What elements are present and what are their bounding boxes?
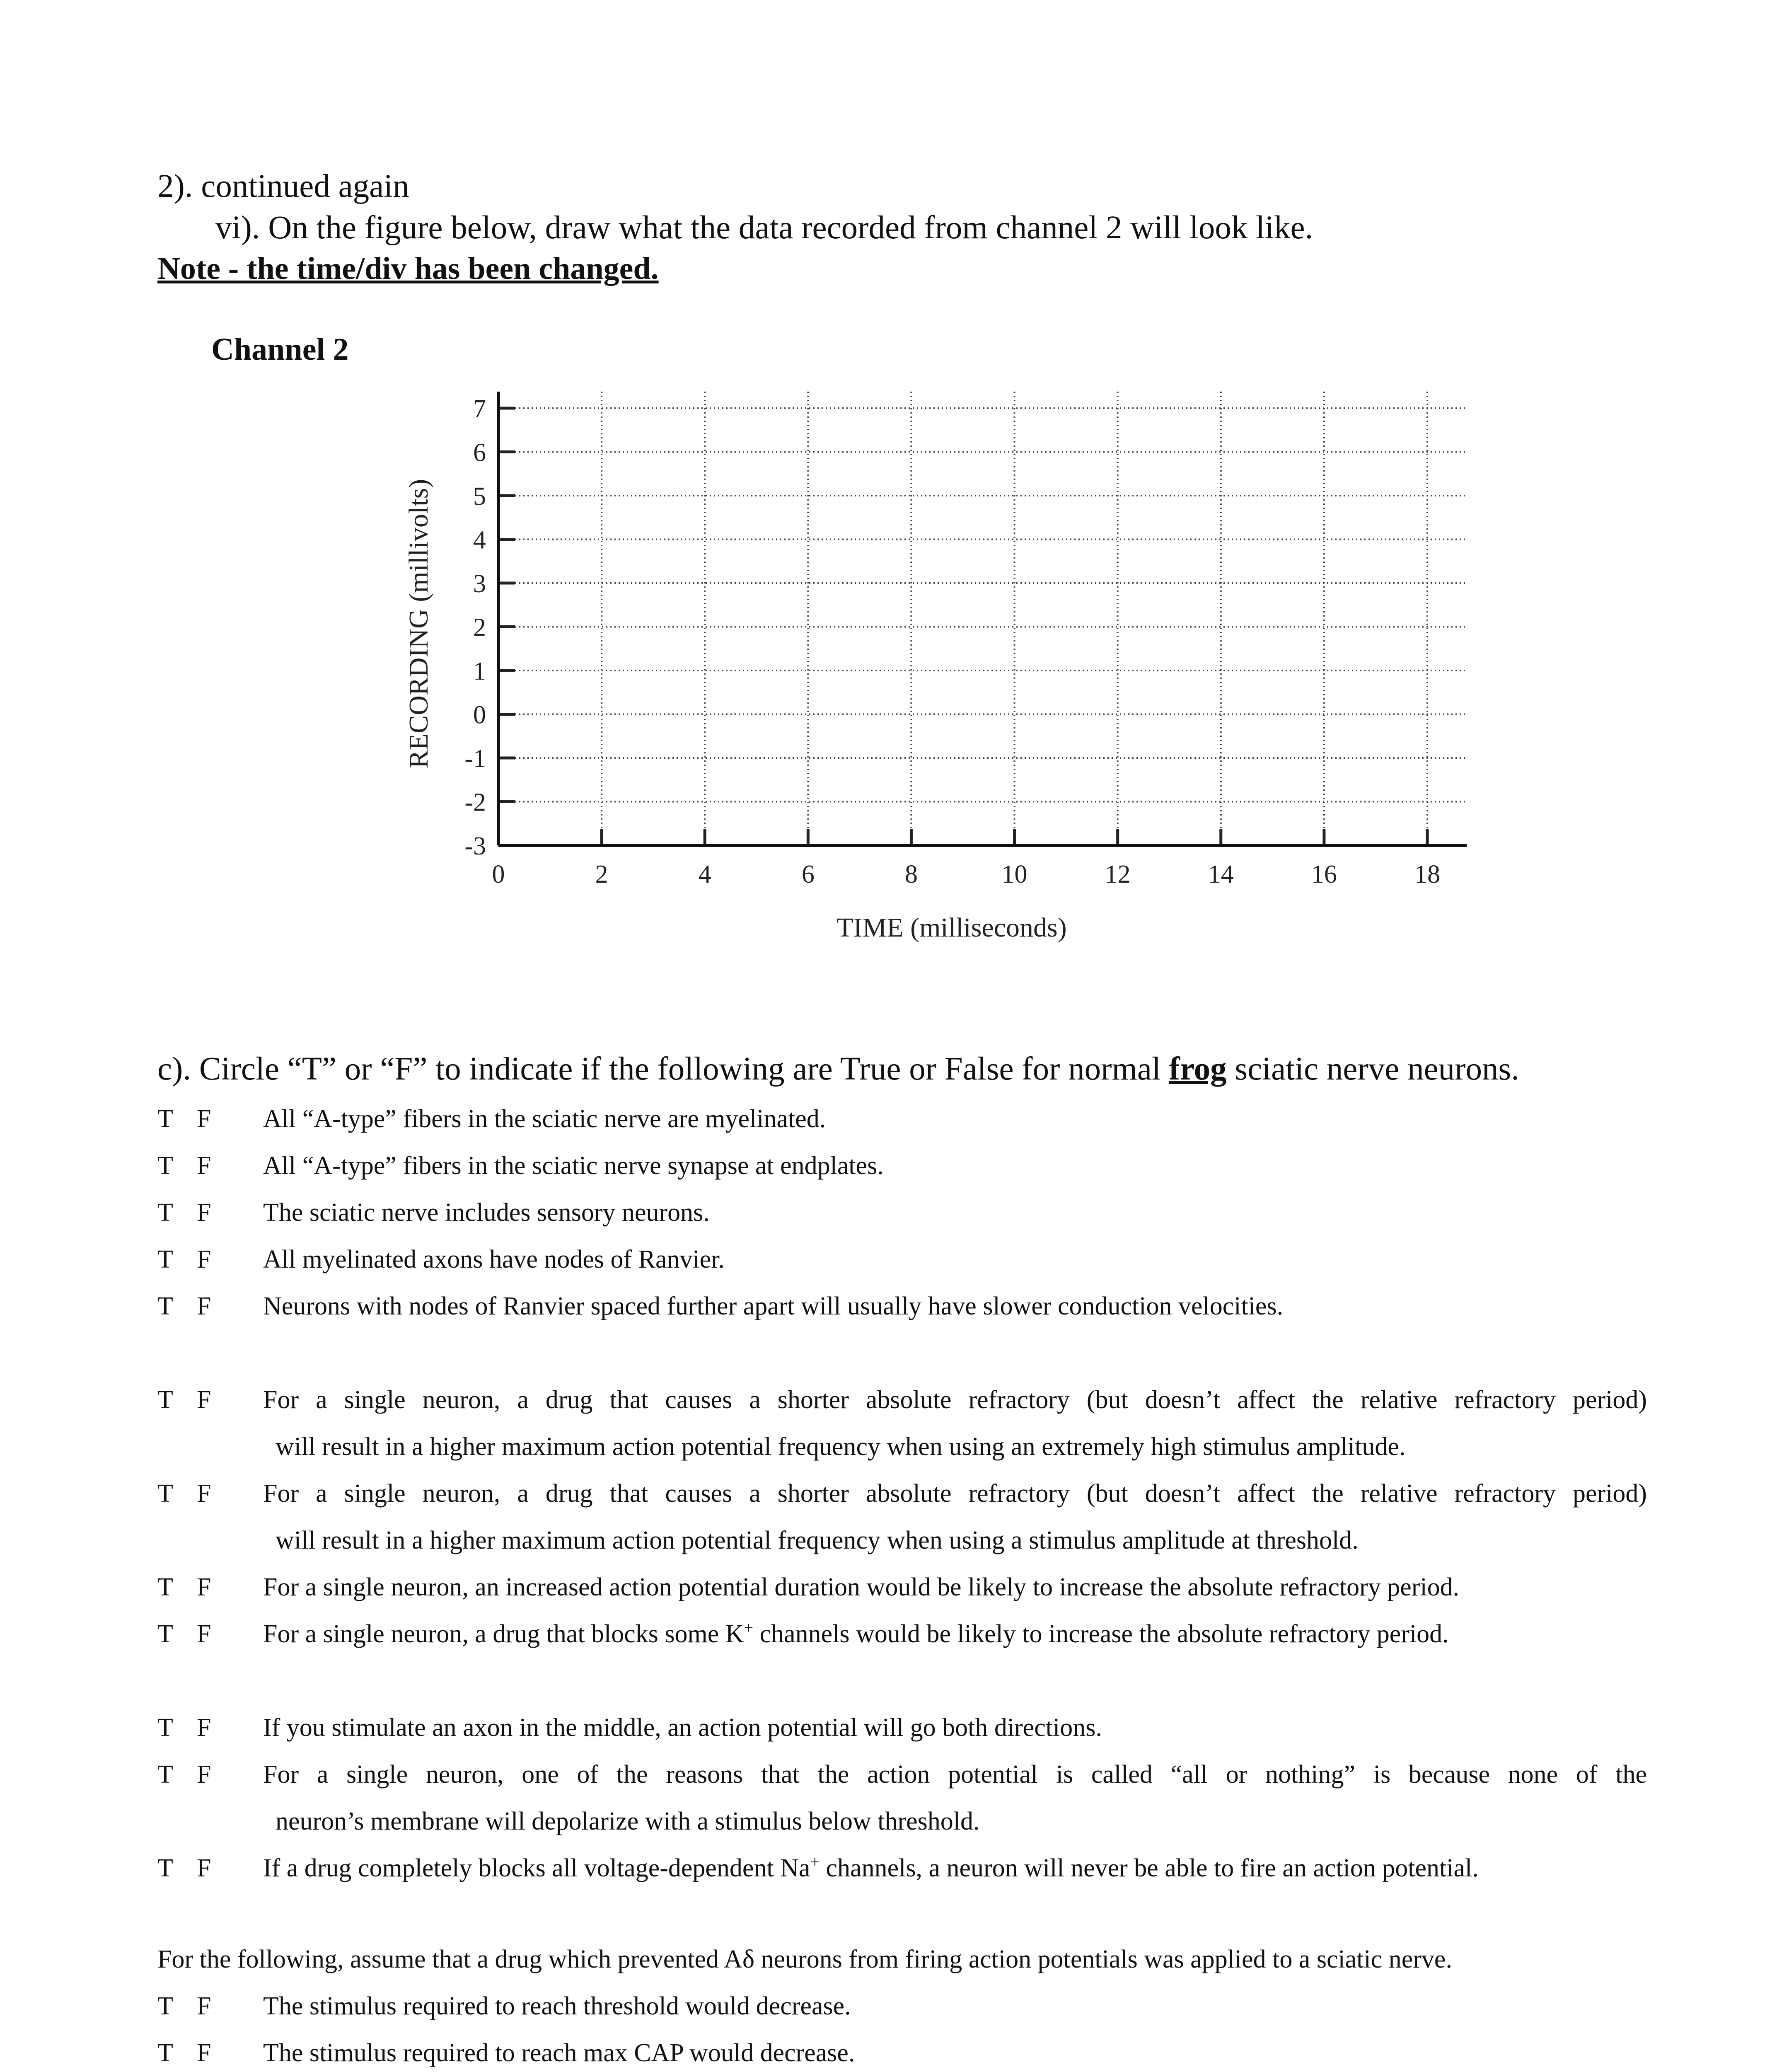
x-tick-labels [492,860,1441,888]
question-statement: Neurons with nodes of Ranvier spaced further apart will usually have slower conduction velocities. [263,1292,1284,1320]
question-vi: vi). On the figure below, draw what the data recorded from channel 2 will look like. [215,210,1313,246]
true-option[interactable]: T [157,1245,173,1273]
section-c-prefix: c). Circle “T” or “F” to indicate if the following are True or False for normal [157,1051,1169,1087]
false-option[interactable]: F [197,1992,211,2020]
y-tick-label: 5 [473,482,486,511]
true-option[interactable]: T [157,1854,173,1882]
question-statement [263,1854,1479,1883]
true-option[interactable]: T [157,1105,173,1133]
section-c-emph: frog [1169,1051,1227,1087]
question-statement: For a single neuron, a drug that causes a shorter absolute refractory (but doesn’t affect the relative refractory period) [263,1479,1647,1508]
false-option[interactable]: F [197,1292,211,1320]
y-tick-label: 3 [473,570,486,598]
channel-label: Channel 2 [211,332,349,367]
statement-part: For a single neuron, a drug that blocks some K [263,1620,744,1648]
question-statement: For a single neuron, an increased action potential duration would be likely to increase the absolute refractory period. [263,1573,1460,1601]
x-tick-label: 0 [492,860,505,888]
channel-2-chart[interactable] [0,0,1789,995]
y-tick-label: -2 [464,788,486,817]
x-tick-label: 10 [1001,860,1027,888]
header-line-1: 2). continued again [157,168,409,204]
question-statement: The stimulus required to reach threshold would decrease. [263,1992,851,2020]
true-option[interactable]: T [157,1198,173,1227]
false-option[interactable]: F [197,1386,211,1414]
false-option[interactable]: F [197,1105,211,1133]
false-option[interactable]: F [197,1760,211,1789]
y-tick-label: 2 [473,613,486,642]
true-option[interactable]: T [157,1573,173,1601]
y-tick-label: 7 [473,395,486,423]
x-tick-label: 16 [1311,860,1337,888]
x-tick-label: 12 [1105,860,1131,888]
y-tick-label: -1 [464,745,486,773]
false-option[interactable]: F [197,1620,211,1648]
y-tick-label: 6 [473,438,486,467]
false-option[interactable]: F [197,1245,211,1273]
question-statement: All “A-type” fibers in the sciatic nerve synapse at endplates. [263,1152,884,1180]
y-tick-label: 4 [473,526,486,554]
false-option[interactable]: F [197,1573,211,1601]
y-tick-labels [464,395,486,860]
chart-axes [498,392,1467,845]
statement-part: channels would be likely to increase the absolute refractory period. [753,1620,1449,1648]
x-tick-label: 2 [595,860,608,888]
false-option[interactable]: F [197,1479,211,1508]
true-option[interactable]: T [157,1760,173,1789]
superscript: + [810,1852,820,1871]
false-option[interactable]: F [197,1714,211,1742]
question-statement: If you stimulate an axon in the middle, an action potential will go both directions. [263,1714,1102,1742]
x-tick-label: 8 [904,860,918,888]
true-option[interactable]: T [157,1992,173,2020]
question-continuation: neuron’s membrane will depolarize with a stimulus below threshold. [276,1807,980,1835]
x-tick-label: 14 [1208,860,1234,888]
true-option[interactable]: T [157,1386,173,1414]
false-option[interactable]: F [197,2039,211,2067]
y-axis-label: RECORDING (millivolts) [404,479,434,769]
question-statement: The sciatic nerve includes sensory neurons. [263,1198,710,1227]
question-continuation: will result in a higher maximum action potential frequency when using a stimulus amplitude at threshold. [276,1526,1359,1554]
question-statement: For a single neuron, one of the reasons that the action potential is called “all or nothing” is because none of the [263,1760,1647,1789]
question-statement [263,1619,1449,1649]
true-option[interactable]: T [157,1152,173,1180]
question-statement: The stimulus required to reach max CAP would decrease. [263,2039,855,2067]
true-option[interactable]: T [157,1620,173,1648]
section-c-suffix: sciatic nerve neurons. [1226,1051,1519,1087]
chart-grid [498,392,1467,845]
question-statement: All “A-type” fibers in the sciatic nerve are myelinated. [263,1105,826,1133]
true-option[interactable]: T [157,1714,173,1742]
section-c-heading [157,1051,1519,1088]
true-option[interactable]: T [157,1292,173,1320]
y-tick-label: -3 [464,832,486,860]
question-continuation: will result in a higher maximum action potential frequency when using an extremely high stimulus amplitude. [276,1433,1406,1461]
section-d-intro: For the following, assume that a drug which prevented Aδ neurons from firing action potentials was applied to a sciatic nerve. [157,1945,1452,1973]
y-tick-label: 1 [473,657,486,685]
y-tick-label: 0 [473,701,486,729]
x-tick-label: 18 [1414,860,1440,888]
x-tick-label: 4 [698,860,711,888]
statement-part: If a drug completely blocks all voltage-dependent Na [263,1854,810,1882]
statement-part: channels, a neuron will never be able to fire an action potential. [820,1854,1479,1882]
note-time-div: Note - the time/div has been changed. [157,251,659,286]
true-option[interactable]: T [157,2039,173,2067]
false-option[interactable]: F [197,1198,211,1227]
x-tick-label: 6 [801,860,815,888]
question-statement: For a single neuron, a drug that causes a shorter absolute refractory (but doesn’t affect the relative refractory period) [263,1386,1647,1414]
x-axis-label: TIME (milliseconds) [836,913,1067,943]
false-option[interactable]: F [197,1152,211,1180]
true-option[interactable]: T [157,1479,173,1508]
false-option[interactable]: F [197,1854,211,1882]
question-statement: All myelinated axons have nodes of Ranvier. [263,1245,725,1273]
superscript: + [744,1618,754,1637]
